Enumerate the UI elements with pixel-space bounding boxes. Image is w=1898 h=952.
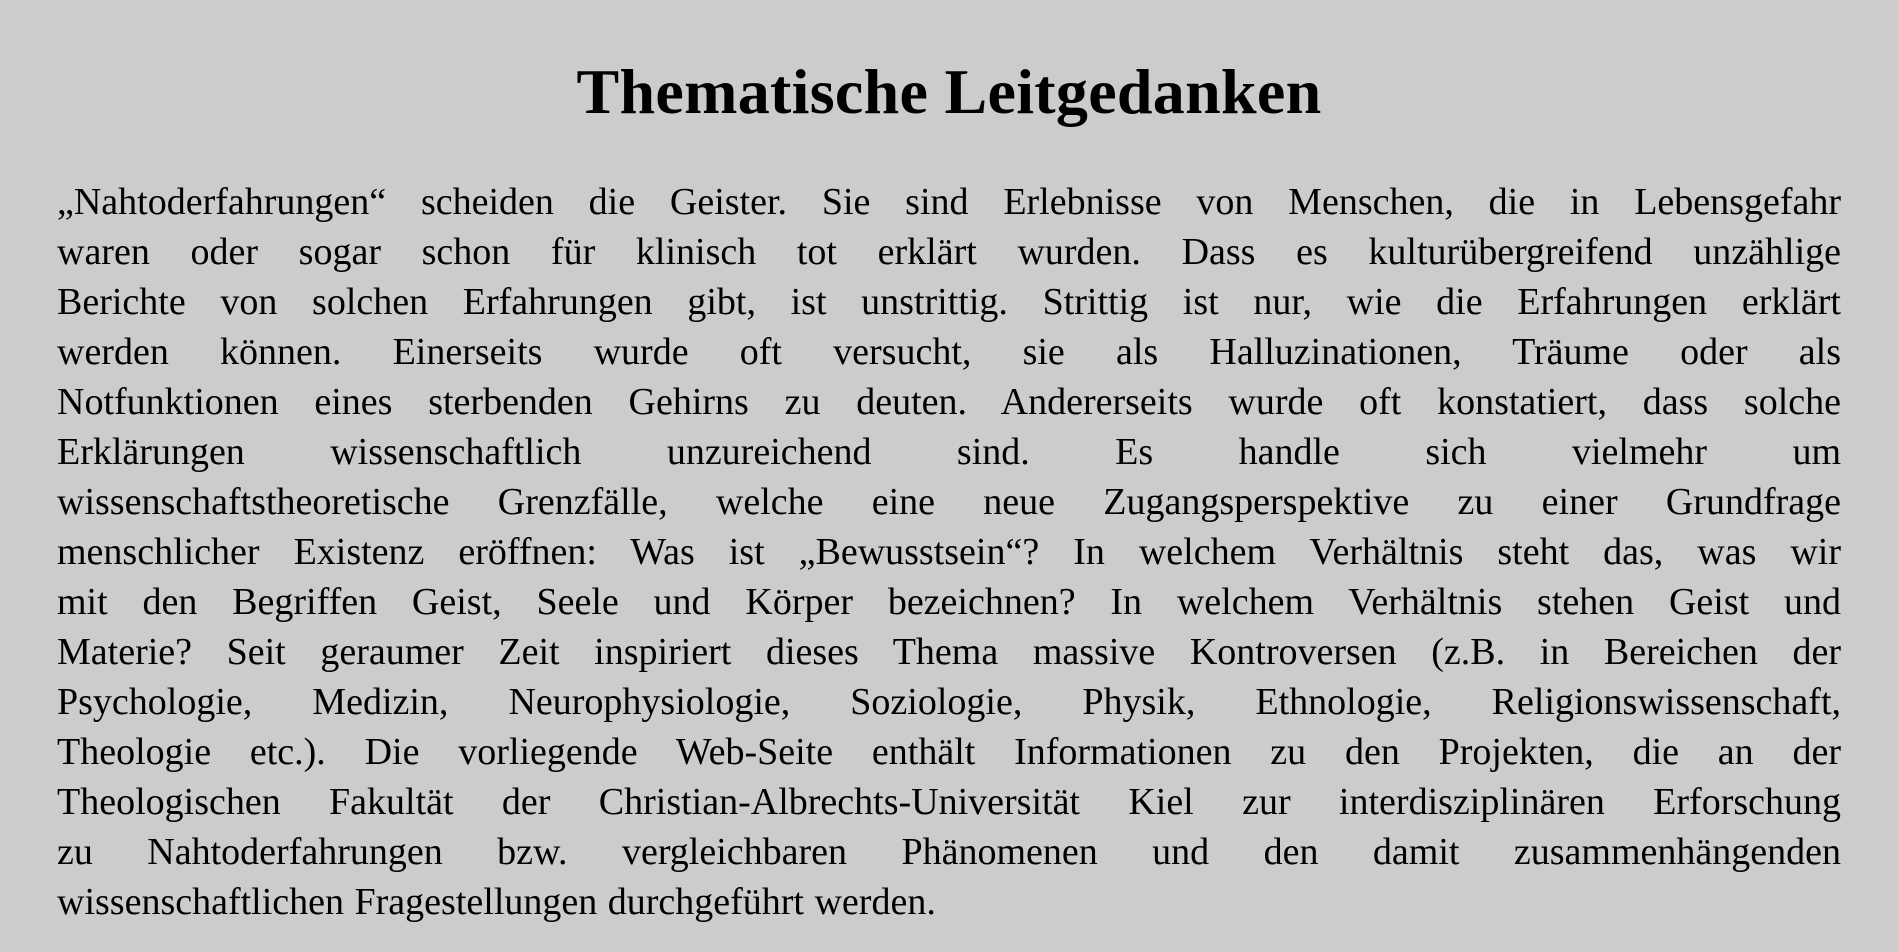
paragraph-line: mit den Begriffen Geist, Seele und Körper bezeichnen? In welchem Verhältnis stehen Geist und xyxy=(57,581,1841,623)
paragraph-line: wissenschaftlichen Fragestellungen durchgeführt werden. xyxy=(57,881,936,923)
paragraph-line: Berichte von solchen Erfahrungen gibt, ist unstrittig. Strittig ist nur, wie die Erfahrungen erklärt xyxy=(57,281,1841,323)
intro-paragraph xyxy=(57,177,1841,927)
paragraph-line: menschlicher Existenz eröffnen: Was ist „Bewusstsein“? In welchem Verhältnis steht das, was wir xyxy=(57,531,1841,573)
paragraph-line: Theologischen Fakultät der Christian-Albrechts-Universität Kiel zur interdisziplinären Erforschung xyxy=(57,781,1841,823)
paragraph-line: „Nahtoderfahrungen“ scheiden die Geister. Sie sind Erlebnisse von Menschen, die in Lebensgefahr xyxy=(57,181,1841,223)
paragraph-line: Notfunktionen eines sterbenden Gehirns zu deuten. Andererseits wurde oft konstatiert, dass solche xyxy=(57,381,1841,423)
paragraph-line: waren oder sogar schon für klinisch tot erklärt wurden. Dass es kulturübergreifend unzählige xyxy=(57,231,1841,273)
page-title: Thematische Leitgedanken xyxy=(576,56,1322,127)
paragraph-line: Psychologie, Medizin, Neurophysiologie, Soziologie, Physik, Ethnologie, Religionswissenschaft, xyxy=(57,681,1841,723)
paragraph-line: zu Nahtoderfahrungen bzw. vergleichbaren Phänomenen und den damit zusammenhängenden xyxy=(57,831,1841,873)
paragraph-line: wissenschaftstheoretische Grenzfälle, welche eine neue Zugangsperspektive zu einer Grundfrage xyxy=(57,481,1841,523)
paragraph-line: Materie? Seit geraumer Zeit inspiriert dieses Thema massive Kontroversen (z.B. in Bereichen der xyxy=(57,631,1841,673)
paragraph-line: werden können. Einerseits wurde oft versucht, sie als Halluzinationen, Träume oder als xyxy=(57,331,1841,373)
paragraph-line: Theologie etc.). Die vorliegende Web-Seite enthält Informationen zu den Projekten, die an der xyxy=(57,731,1841,773)
paragraph-line: Erklärungen wissenschaftlich unzureichend sind. Es handle sich vielmehr um xyxy=(57,431,1841,473)
